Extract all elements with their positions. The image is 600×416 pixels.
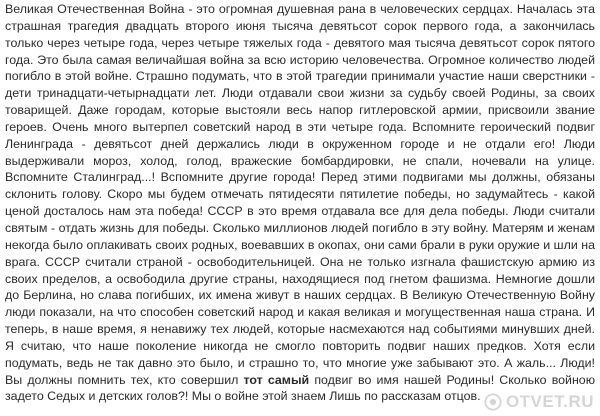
watermark-label: OTVET.RU <box>505 392 594 411</box>
otvet-logo-icon <box>484 393 502 411</box>
watermark <box>484 392 594 412</box>
essay-bold-phrase: тот самый <box>243 372 310 387</box>
essay-text-part-1: Великая Отечественная Война - это огромная душевная рана в человеческих сердцах. Началась эта страшная трагедия двадцать второго июня тысяча девятьсот сорок первого года, а закончилась только через четыре года, через четыре тяжелых года - девятого мая тысяча девятьсот сорок пятого года. Это была самая величайшая война за всю историю человечества. Огромное количество людей погибло в этой войне. Страшно подумать, что в этой трагедии принимали участие наши сверстники - дети тринадцати-четырнадцати лет. Люди отдавали свои жизни за судьбу своей Родины, за своих товарищей. Даже городам, которые выстояли весь напор гитлеровской армии, присвоили звание героев. Очень много вытерпел советский народ в эти четыре года. Вспомните героический подвиг Ленинграда - девятьсот дней держались люди в окруженном городе и не отдали его! Люди выдерживали мороз, холод, голод, вражеские бомбардировки, не спали, ночевали на улице. Вспомните Сталинград...! Вспомните другие города! Перед этими подвигами мы должны, обязаны склонить голову. Скоро мы будем отмечать пятидесяти пятилетие победы, но задумайтесь - какой ценой досталось нам эта победа! СССР в это время отдавала все для дела победы. Люди считали святым - отдать жизнь для победы. Сколько миллионов людей погибло в эту войну. Матерям и женам некогда было оплакивать своих родных, воевавших в окопах, они сами брали в руки оружие и шли на врага. СССР считали страной - освободительницей. Она не только изгнала фашистскую армию из своих пределов, а освободила другие страны, находящиеся под гнетом фашизма. Немногие дошли до Берлина, но слава погибших, их имена живут в наших сердцах. В Великую Отечественную Войну люди показали, на что способен советский народ и какая великая и могущественная наша страна. И теперь, в наше время, я ненавижу тех людей, которые насмехаются над событиями минувших дней. Я считаю, что наше поколение никогда не смогло повторить подвиг наших предков. Хотя если подумать, ведь не так давно это было, и страшно то, что многие уже забывают это. А жаль... Люди! Вы должны помнить тех, кто совершил <box>5 2 595 387</box>
essay-text-part-2: подвиг во имя нашей Родины! Сколько войною задето Седых и детских голов?! Мы о войне этой знаем Лишь по рассказам отцов. <box>5 372 595 404</box>
essay-text <box>5 0 595 405</box>
